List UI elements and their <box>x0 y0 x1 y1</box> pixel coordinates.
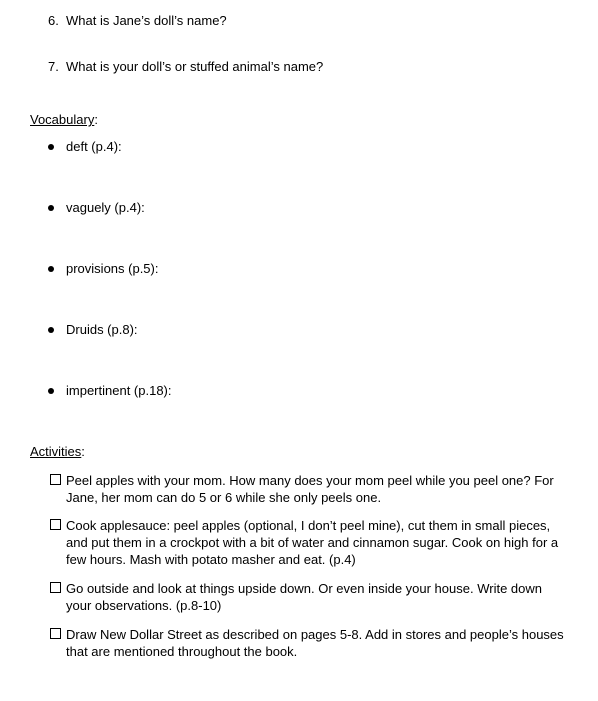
vocab-term: vaguely (p.4): <box>66 200 145 215</box>
activity-text: Cook applesauce: peel apples (optional, I don’t peel mine), cut them in small pieces, and put them in a crockpot with a bit of water and cinnamon sugar. Cook on high for a few hours. Mash with potato masher and eat. (p.4) <box>66 518 559 567</box>
checkbox-icon[interactable] <box>50 474 61 485</box>
question-number: 6. <box>48 13 59 28</box>
vocab-item-provisions <box>48 261 158 277</box>
activity-text: Go outside and look at things upside down. Or even inside your house. Write down your observations. (p.8-10) <box>66 581 542 613</box>
activity-item <box>50 580 570 614</box>
activity-item <box>50 517 570 568</box>
vocab-item-druids <box>48 322 138 338</box>
activity-item <box>50 626 570 660</box>
checkbox-icon[interactable] <box>50 582 61 593</box>
bullet-icon <box>48 205 54 211</box>
activity-text: Draw New Dollar Street as described on pages 5-8. Add in stores and people’s houses that are mentioned throughout the book. <box>66 627 564 659</box>
question-6 <box>48 13 227 29</box>
bullet-icon <box>48 266 54 272</box>
vocab-item-impertinent <box>48 383 172 399</box>
vocab-item-deft <box>48 139 122 155</box>
question-7 <box>48 59 323 75</box>
activities-heading <box>30 444 85 460</box>
checkbox-icon[interactable] <box>50 519 61 530</box>
question-text: What is Jane’s doll’s name? <box>66 13 227 28</box>
vocabulary-heading <box>30 112 98 128</box>
vocab-term: provisions (p.5): <box>66 261 159 276</box>
activity-text: Peel apples with your mom. How many does your mom peel while you peel one? For Jane, her mom can do 5 or 6 while she only peels one. <box>66 473 554 505</box>
question-text: What is your doll’s or stuffed animal’s name? <box>66 59 324 74</box>
activities-heading-text: Activities <box>30 444 82 459</box>
question-number: 7. <box>48 59 59 74</box>
bullet-icon <box>48 327 54 333</box>
activities-heading-colon: : <box>81 444 85 459</box>
vocab-item-vaguely <box>48 200 145 216</box>
checkbox-icon[interactable] <box>50 628 61 639</box>
vocabulary-heading-colon: : <box>94 112 98 127</box>
vocabulary-heading-text: Vocabulary <box>30 112 95 127</box>
vocab-term: impertinent (p.18): <box>66 383 172 398</box>
vocab-term: deft (p.4): <box>66 139 122 154</box>
bullet-icon <box>48 144 54 150</box>
activity-item <box>50 472 570 506</box>
bullet-icon <box>48 388 54 394</box>
vocab-term: Druids (p.8): <box>66 322 138 337</box>
